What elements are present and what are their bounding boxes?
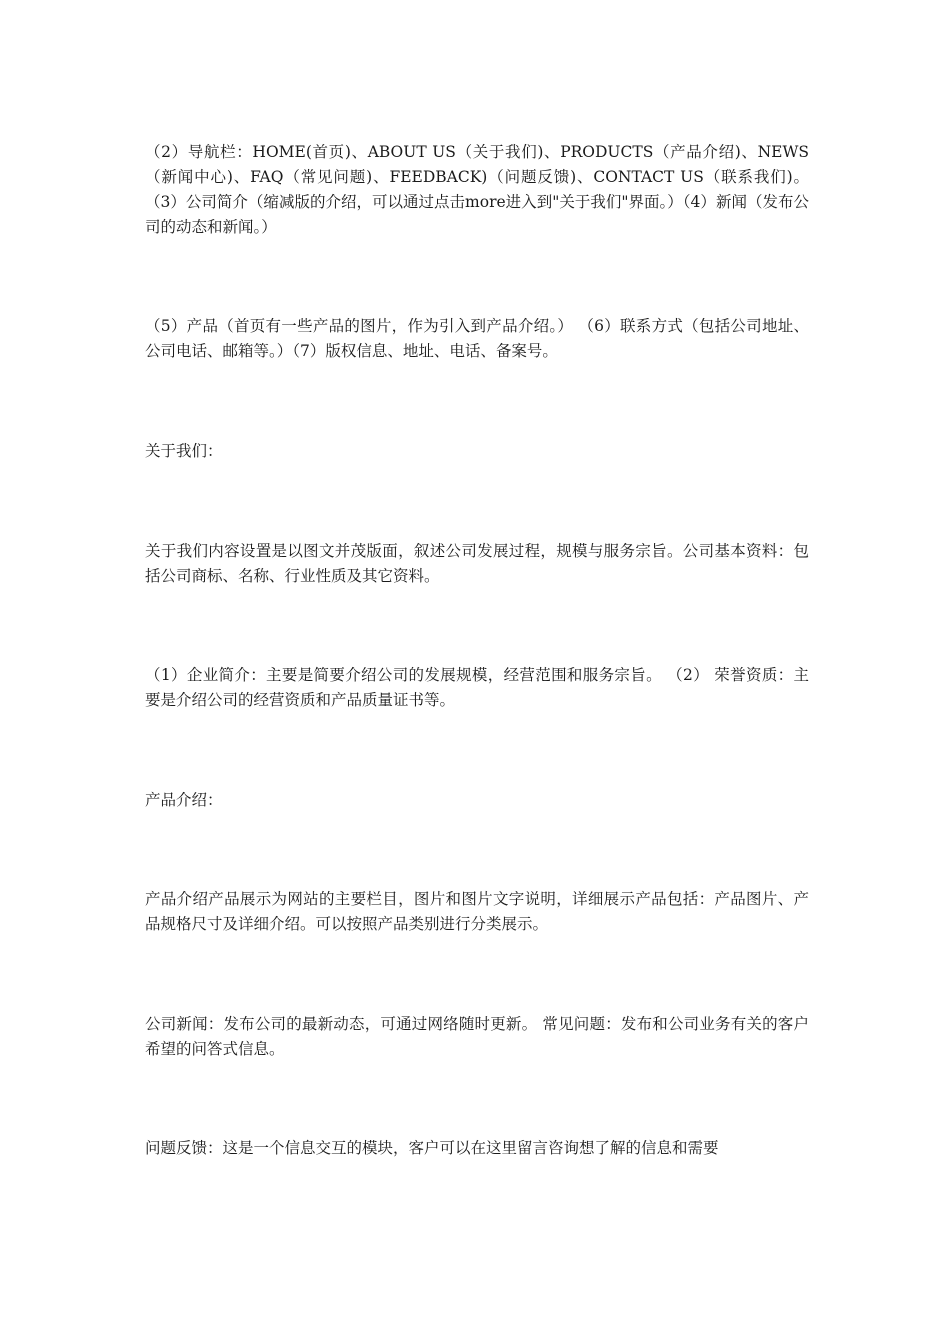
paragraph-homepage-sections: （5）产品（首页有一些产品的图片，作为引入到产品介绍。） （6）联系方式（包括公司地址、公司电话、邮箱等。）（7）版权信息、地址、电话、备案号。 (145, 317, 809, 360)
paragraph-news-faq: 公司新闻：发布公司的最新动态，可通过网络随时更新。 常见问题：发布和公司业务有关的客户希望的问答式信息。 (145, 1015, 809, 1058)
paragraph-company-profile: （1）企业简介：主要是简要介绍公司的发展规模，经营范围和服务宗旨。 （2） 荣誉资质：主要是介绍公司的经营资质和产品质量证书等。 (145, 666, 809, 709)
paragraph-feedback: 问题反馈：这是一个信息交互的模块，客户可以在这里留言咨询想了解的信息和需要 (145, 1139, 719, 1157)
heading-products: 产品介绍： (145, 791, 223, 809)
paragraph-product-intro: 产品介绍产品展示为网站的主要栏目，图片和图片文字说明，详细展示产品包括：产品图片、产品规格尺寸及详细介绍。可以按照产品类别进行分类展示。 (145, 890, 809, 933)
paragraph-navigation: （2）导航栏：HOME(首页)、ABOUT US（关于我们)、PRODUCTS（产品介绍)、NEWS（新闻中心)、FAQ（常见问题)、FEEDBACK)（问题反馈)、CONTACT US（联系我们)。 （3）公司简介（缩减版的介绍，可以通过点击more进入到"关于我们"界面。）（4）新闻（发布公司的动态和新闻。） (145, 143, 809, 236)
heading-about-us: 关于我们： (145, 442, 223, 460)
paragraph-about-us-content: 关于我们内容设置是以图文并茂版面，叙述公司发展过程，规模与服务宗旨。公司基本资料：包括公司商标、名称、行业性质及其它资料。 (145, 542, 809, 585)
